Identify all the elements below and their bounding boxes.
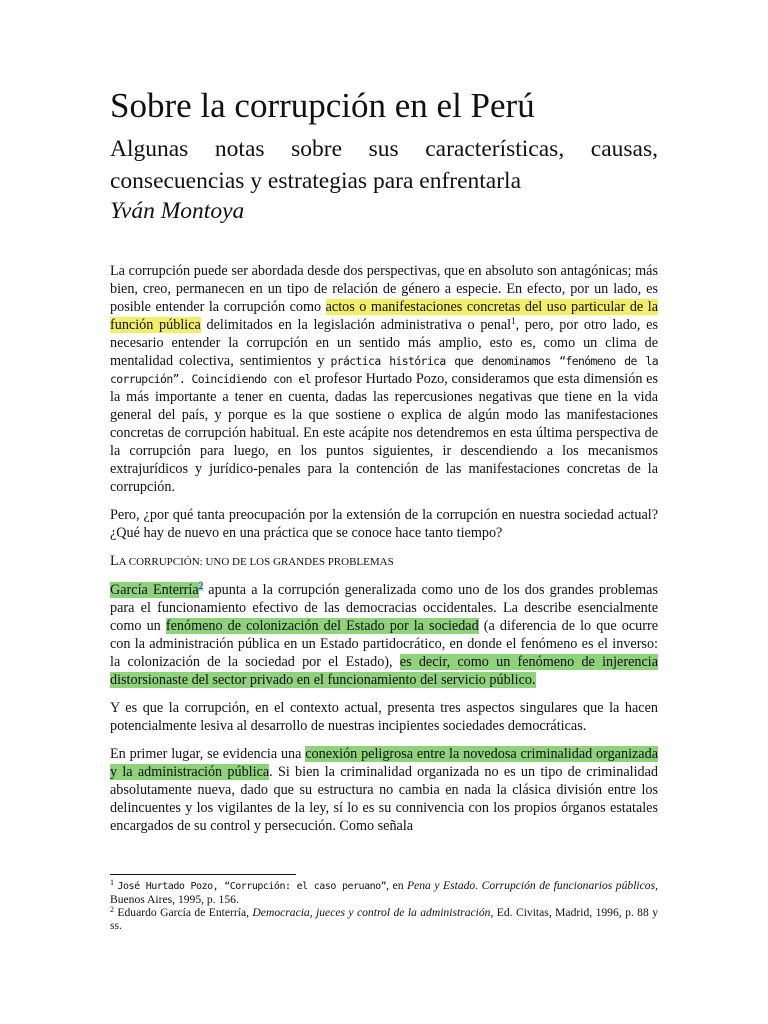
footnote-number: 1 [110,878,114,887]
heading-rest: A CORRUPCIÓN: UNO DE LOS GRANDES PROBLEMAS [118,556,394,568]
footnotes [110,879,658,932]
highlight-green: conexión peligrosa entre la novedosa criminalidad organizada y la administración pública [110,746,658,780]
document-title: Sobre la corrupción en el Perú [110,86,535,125]
text-run: Eduardo García de Enterría, [114,906,253,919]
footnote-2 [110,906,658,932]
text-run: . Si bien la criminalidad organizada no es un tipo de criminalidad absolutamente nueva, dado que su estructura no cambia en nada la clásica división entre los delincuentes y los vigilantes de la ley, sí lo es su connivencia con los propios órganos estatales encargados de su control y persecución. Como señala [110,764,659,834]
footnote-ref-1[interactable]: 1 [511,316,516,326]
text-run: Ed. Civitas, Madrid, 1996, p. 88 y ss. [110,906,658,932]
highlight-green: es decir, como un fenómeno de injerencia distorsionaste del sector privado en el funcionamiento del servicio público. [110,654,658,688]
highlight-yellow: actos o manifestaciones concretas del uso particular de la función pública [110,299,658,333]
document-body [110,262,658,845]
italic-title: Democracia, jueces y control de la administración, [252,906,494,919]
paragraph-2: Pero, ¿por qué tanta preocupación por la extensión de la corrupción en nuestra sociedad actual? ¿Qué hay de nuevo en una práctica que se conoce hace tanto tiempo? [110,507,658,541]
paragraph-5 [110,745,658,835]
text-run: En primer lugar, se evidencia una [110,746,306,762]
paragraph-1 [110,262,658,496]
text-run: , en [386,879,408,892]
monospace-text-run: práctica histórica que denominamos “fenómeno de la corrupción”. Coincidiendo con el [110,354,658,386]
text-run: , pero, por otro lado, es necesario entender la corrupción en un sentido más amplio, esto es, como un clima de mentalidad colectiva, sentimientos y [110,317,658,369]
paragraph-3 [110,581,658,689]
document-subtitle: Algunas notas sobre sus características, causas, consecuencias y estrategias para enfrentarla [110,136,658,194]
author-name: Yván Montoya [110,198,245,224]
highlight-green: García Enterría [110,582,199,598]
text-run: delimitados en la legislación administrativa o penal [200,317,512,333]
text-run: (a diferencia de lo que ocurre con la administración pública en un Estado partidocrático, en donde el fenómeno es el inverso: la colonización de la sociedad por el Estado), [110,618,658,670]
text-run: apunta a la corrupción generalizada como uno de los dos grandes problemas para el funcionamiento efectivo de las democracias occidentales. La describe esencialmente como un [110,582,658,634]
paragraph-4: Y es que la corrupción, en el contexto actual, presenta tres aspectos singulares que la hacen potencialmente lesiva al desarrollo de nuestras incipientes sociedades democráticas. [110,700,658,734]
footnote-separator [110,874,296,875]
footnote-number: 2 [110,905,114,914]
section-heading [110,552,658,571]
text-run: La corrupción puede ser abordada desde dos perspectivas, que en absoluto son antagónicas; más bien, creo, permanecen en un tipo de relación de género a especie. En efecto, por un lado, es posible entender la corrupción como [110,263,658,315]
italic-title: Pena y Estado. Corrupción de funcionarios públicos, [407,879,658,892]
highlight-green: fenómeno de colonización del Estado por la sociedad [165,618,479,634]
text-run: profesor Hurtado Pozo, consideramos que esta dimensión es la más importante a tener en cuenta, dadas las repercusiones negativas que tiene en la vida general del país, y porque es la que sostiene o explica de algún modo las manifestaciones concretas de corrupción habitual. En este acápite nos detendremos en esta última perspectiva de la corrupción para luego, en los puntos siguientes, ir descendiendo a los mecanismos extrajurídicos y jurídico-penales para la contención de las manifestaciones concretas de la corrupción. [110,371,659,495]
footnote-ref-2[interactable]: 2 [198,581,204,591]
text-run: Buenos Aires, 1995, p. 156. [110,893,239,906]
monospace-text-run: José Hurtado Pozo, “Corrupción: el caso peruano” [117,881,387,892]
heading-initial: L [110,553,119,569]
footnote-1 [110,879,658,906]
